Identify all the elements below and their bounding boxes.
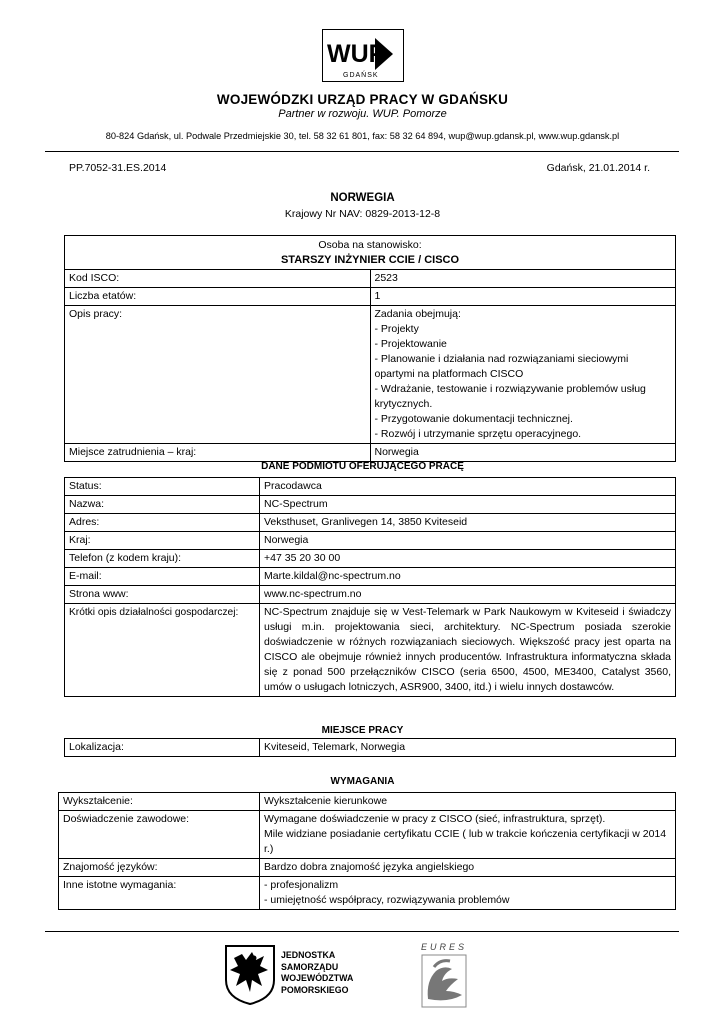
row-label: Adres: xyxy=(65,514,260,532)
row-label: Opis pracy: xyxy=(65,306,371,444)
table-row xyxy=(65,532,676,550)
table-row xyxy=(65,568,676,586)
table-row xyxy=(65,478,676,496)
row-label: Strona www: xyxy=(65,586,260,604)
row-label: Nazwa: xyxy=(65,496,260,514)
row-value: 2523 xyxy=(370,270,676,288)
table-row xyxy=(59,793,676,811)
row-label: Status: xyxy=(65,478,260,496)
workplace-section-title: MIEJSCE PRACY xyxy=(321,725,404,736)
row-value: Veksthuset, Granlivegen 14, 3850 Kviteseid xyxy=(260,514,676,532)
organization-name: WOJEWÓDZKI URZĄD PRACY W GDAŃSKU xyxy=(216,92,509,107)
row-label: Wykształcenie: xyxy=(59,793,260,811)
row-label: Lokalizacja: xyxy=(65,739,260,757)
row-label: Krótki opis działalności gospodarczej: xyxy=(65,604,260,697)
eures-logo-icon xyxy=(418,941,470,1009)
row-label: Liczba etatów: xyxy=(65,288,371,306)
table-row xyxy=(65,586,676,604)
table-row xyxy=(65,604,676,697)
row-label: Kraj: xyxy=(65,532,260,550)
website-link[interactable]: www.nc-spectrum.no xyxy=(260,586,676,604)
row-value: Pracodawca xyxy=(260,478,676,496)
nav-number: Krajowy Nr NAV: 0829-2013-12-8 xyxy=(284,208,441,220)
logo-text: WUP xyxy=(327,40,386,68)
header-divider xyxy=(45,151,679,152)
row-value: NC-Spectrum xyxy=(260,496,676,514)
row-value: Wykształcenie kierunkowe xyxy=(260,793,676,811)
position-table xyxy=(64,235,676,462)
requirements-table xyxy=(58,792,676,910)
table-row xyxy=(65,739,676,757)
table-row xyxy=(65,288,676,306)
position-label: Osoba na stanowisko: xyxy=(318,239,422,251)
table-row xyxy=(65,550,676,568)
row-value: Kviteseid, Telemark, Norwegia xyxy=(260,739,676,757)
pomorskie-crest-icon xyxy=(224,944,276,1006)
table-row xyxy=(59,877,676,910)
table-row xyxy=(59,811,676,859)
row-value: Bardzo dobra znajomość języka angielskiego xyxy=(260,859,676,877)
document-title: NORWEGIA xyxy=(330,192,395,204)
row-value: Wymagane doświadczenie w pracy z CISCO (sieć, infrastruktura, sprzęt). Mile widziane posiadanie certyfikatu CCIE ( lub w trakcie kończenia certyfikacji w 2014 r.) xyxy=(260,811,676,859)
wup-logo xyxy=(322,29,404,82)
eures-logo-text: EURES xyxy=(421,942,468,952)
row-value: Norwegia xyxy=(370,444,676,462)
table-row xyxy=(59,859,676,877)
row-label: Kod ISCO: xyxy=(65,270,371,288)
table-row xyxy=(65,444,676,462)
workplace-table xyxy=(64,738,676,757)
row-label: Telefon (z kodem kraju): xyxy=(65,550,260,568)
table-row xyxy=(65,270,676,288)
voivodeship-unit-label: JEDNOSTKA SAMORZĄDU WOJEWÓDZTWA POMORSKIEGO xyxy=(281,950,354,995)
organization-address: 80-824 Gdańsk, ul. Podwale Przedmiejskie 30, tel. 58 32 61 801, fax: 58 32 64 894, wup@wup.gdansk.pl, www.wup.gdansk.pl xyxy=(105,131,620,141)
job-description: Zadania obejmują: - Projekty - Projektowanie - Planowanie i działania nad rozwiązaniami sieciowymi opartymi na platformach CISCO - Wdrażanie, testowanie i rozwiązywanie problemów usług krytycznych. - Przygotowanie dokumentacji technicznej. - Rozwój i utrzymanie sprzętu operacyjnego. xyxy=(370,306,676,444)
table-row xyxy=(65,496,676,514)
employer-table xyxy=(64,477,676,697)
footer-divider xyxy=(45,931,679,932)
employer-section-title: DANE PODMIOTU OFERUJĄCEGO PRACĘ xyxy=(261,461,464,472)
place-date: Gdańsk, 21.01.2014 r. xyxy=(546,162,650,174)
phone-value: +47 35 20 30 00 xyxy=(260,550,676,568)
row-value: Norwegia xyxy=(260,532,676,550)
row-value: - profesjonalizm - umiejętność współpracy, rozwiązywania problemów xyxy=(260,877,676,910)
row-label: E-mail: xyxy=(65,568,260,586)
row-label: Inne istotne wymagania: xyxy=(59,877,260,910)
table-row xyxy=(65,306,676,444)
email-link[interactable]: Marte.kildal@nc-spectrum.no xyxy=(260,568,676,586)
business-description: NC-Spectrum znajduje się w Vest-Telemark w Park Naukowym w Kviteseid i świadczy usługi m.in. projektowania sieci, architektury. NC-Spectrum posiada szerokie doświadczenie w różnych rozwiązaniach sieciowych. Większość pracy jest oparta na CISCO ale obejmuje również innych producentów. Infrastruktura informatyczna składa się z ponad 500 przełączników CISCO (seria 6500, 4500, ME3400, Catalyst 3560, umów o usługach lotniczych, ASR900, 3400, itd.) i wielu innych dostawców. xyxy=(260,604,676,697)
row-label: Znajomość języków: xyxy=(59,859,260,877)
reference-number: PP.7052-31.ES.2014 xyxy=(69,162,167,174)
position-name: STARSZY INŻYNIER CCIE / CISCO xyxy=(280,254,460,266)
row-value: 1 xyxy=(370,288,676,306)
position-header-cell xyxy=(65,236,676,270)
table-row xyxy=(65,514,676,532)
organization-tagline: Partner w rozwoju. WUP. Pomorze xyxy=(278,108,447,120)
row-label: Miejsce zatrudnienia – kraj: xyxy=(65,444,371,462)
row-label: Doświadczenie zawodowe: xyxy=(59,811,260,859)
requirements-section-title: WYMAGANIA xyxy=(330,776,395,787)
logo-subtext: GDAŃSK xyxy=(343,72,379,79)
